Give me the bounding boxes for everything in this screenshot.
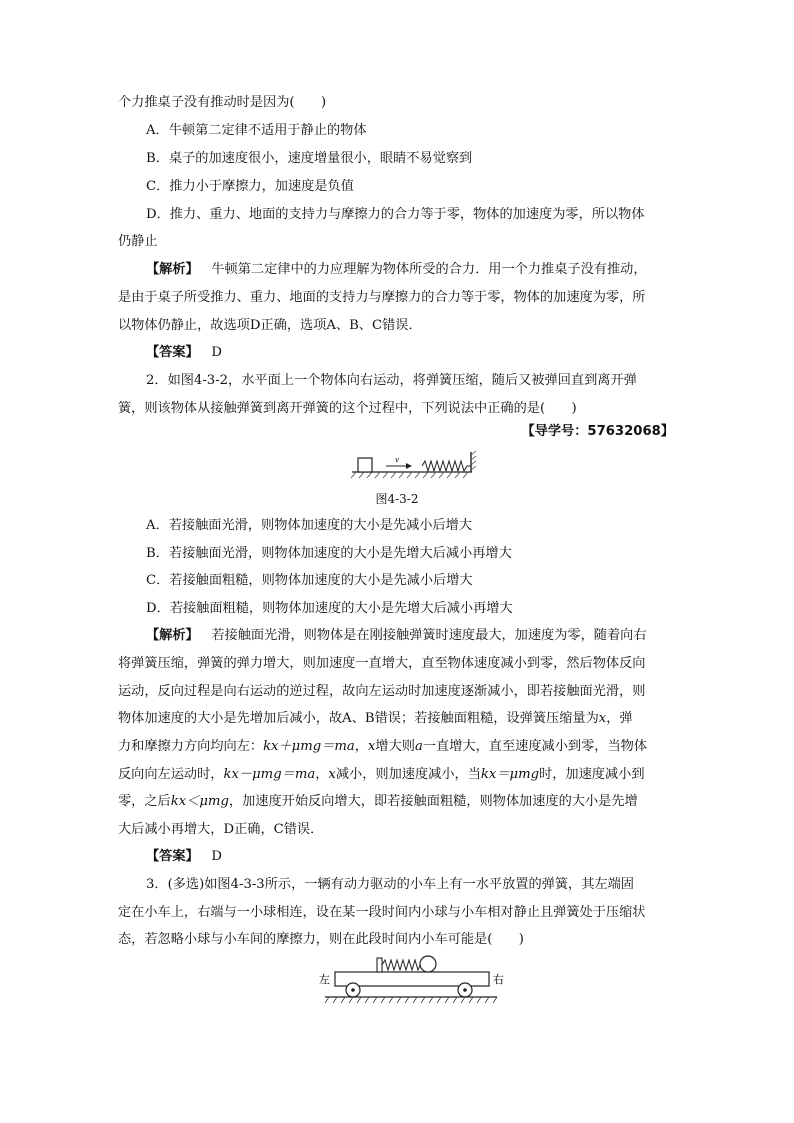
answer-tag: 【答案】 bbox=[146, 345, 199, 360]
q1-analysis-line-3: 以物体仍静止，故选项D正确，选项A、B、C错误． bbox=[118, 318, 422, 333]
q2-analysis-line-6: 反向向左运动时，kx－μmg＝ma，x减小，则加速度减小，当kx＝μmg时，加速度减小到 bbox=[118, 767, 645, 782]
velocity-arrow bbox=[386, 456, 412, 469]
q2-option-a: A．若接触面光滑，则物体加速度的大小是先减小后增大 bbox=[146, 518, 473, 533]
q2-stem-line-1: 2．如图4-3-2，水平面上一个物体向右运动，将弹簧压缩，随后又被弹回直到离开弹 bbox=[146, 373, 637, 388]
q1-option-d: D．推力、重力、地面的支持力与摩擦力的合力等于零，物体的加速度为零，所以物体 bbox=[146, 207, 645, 222]
figure-4-3-3 bbox=[315, 950, 505, 1006]
q2-analysis-line-8: 大后减小再增大，D正确，C错误． bbox=[118, 822, 324, 837]
cart-wall bbox=[377, 958, 382, 972]
wheel-right bbox=[458, 983, 472, 997]
q2-analysis-line-2: 将弹簧压缩，弹簧的弹力增大，则加速度一直增大，直至物体速度减小到零，然后物体反向 bbox=[118, 656, 646, 671]
q2-stem-line-2: 簧，则该物体从接触弹簧到离开弹簧的这个过程中，下列说法中正确的是( ) bbox=[118, 401, 577, 416]
q1-analysis-line-2: 是由于桌子所受推力、重力、地面的支持力与摩擦力的合力等于零，物体的加速度为零，所 bbox=[118, 290, 646, 305]
answer-tag: 【答案】 bbox=[146, 849, 199, 864]
ground bbox=[351, 472, 472, 478]
wall bbox=[471, 451, 476, 472]
q1-option-c: C．推力小于摩擦力，加速度是负值 bbox=[146, 179, 354, 194]
cart-ground bbox=[325, 997, 497, 1003]
q2-analysis-line-7: 零，之后kx＜μmg，加速度开始反向增大，即若接触面粗糙，则物体加速度的大小是先增 bbox=[118, 794, 638, 809]
guide-number: 【导学号：57632068】 bbox=[521, 424, 674, 439]
q3-stem-line-2: 定在小车上，右端与一小球相连，设在某一段时间内小球与小车相对静止且弹簧处于压缩状 bbox=[118, 905, 646, 920]
q2-option-c: C．若接触面粗糙，则物体加速度的大小是先减小后增大 bbox=[146, 573, 473, 588]
ball bbox=[420, 956, 436, 972]
q3-stem-line-1: 3．(多选)如图4-3-3所示，一辆有动力驱动的小车上有一水平放置的弹簧，其左端固 bbox=[146, 877, 634, 892]
q2-answer: 【答案】 D bbox=[146, 849, 222, 864]
q2-analysis-line-4: 物体加速度的大小是先增加后减小，故A、B错误；若接触面粗糙，设弹簧压缩量为x，弹 bbox=[118, 711, 633, 726]
right-label: 右 bbox=[493, 973, 504, 986]
figure-4-3-2 bbox=[340, 450, 480, 484]
left-label: 左 bbox=[319, 973, 330, 986]
block bbox=[358, 458, 372, 472]
q1-stem-tail: 个力推桌子没有推动时是因为( ) bbox=[118, 95, 327, 110]
q1-option-b: B．桌子的加速度很小，速度增量很小，眼睛不易觉察到 bbox=[146, 151, 473, 166]
q2-analysis-line-1: 【解析】 若接触面光滑，则物体是在刚接触弹簧时速度最大，加速度为零，随着向右 bbox=[146, 628, 647, 643]
q1-option-d-cont: 仍静止 bbox=[118, 234, 158, 249]
q1-analysis-line-1: 【解析】 牛顿第二定律中的力应理解为物体所受的合力．用一个力推桌子没有推动， bbox=[146, 262, 647, 277]
v-label: v bbox=[395, 456, 399, 464]
q1-answer: 【答案】 D bbox=[146, 345, 222, 360]
spring bbox=[422, 461, 471, 471]
q2-analysis-line-5: 力和摩擦力方向均向左：kx＋μmg＝ma，x增大则a一直增大，直至速度减小到零，当物体 bbox=[118, 739, 648, 754]
q3-stem-line-3: 态，若忽略小球与小车间的摩擦力，则在此段时间内小车可能是( ) bbox=[118, 932, 524, 947]
q2-option-d: D．若接触面粗糙，则物体加速度的大小是先增大后减小再增大 bbox=[146, 601, 513, 616]
figure-caption-4-3-2: 图4-3-2 bbox=[375, 492, 419, 506]
wheel-left bbox=[346, 983, 360, 997]
q1-option-a: A．牛顿第二定律不适用于静止的物体 bbox=[146, 123, 367, 138]
analysis-tag: 【解析】 bbox=[146, 262, 199, 277]
q2-option-b: B．若接触面光滑，则物体加速度的大小是先增大后减小再增大 bbox=[146, 546, 512, 561]
q2-analysis-line-3: 运动，反向过程是向右运动的逆过程，故向左运动时加速度逐渐减小，即若接触面光滑，则 bbox=[118, 684, 646, 699]
cart-spring bbox=[382, 960, 420, 970]
analysis-tag: 【解析】 bbox=[146, 628, 199, 643]
